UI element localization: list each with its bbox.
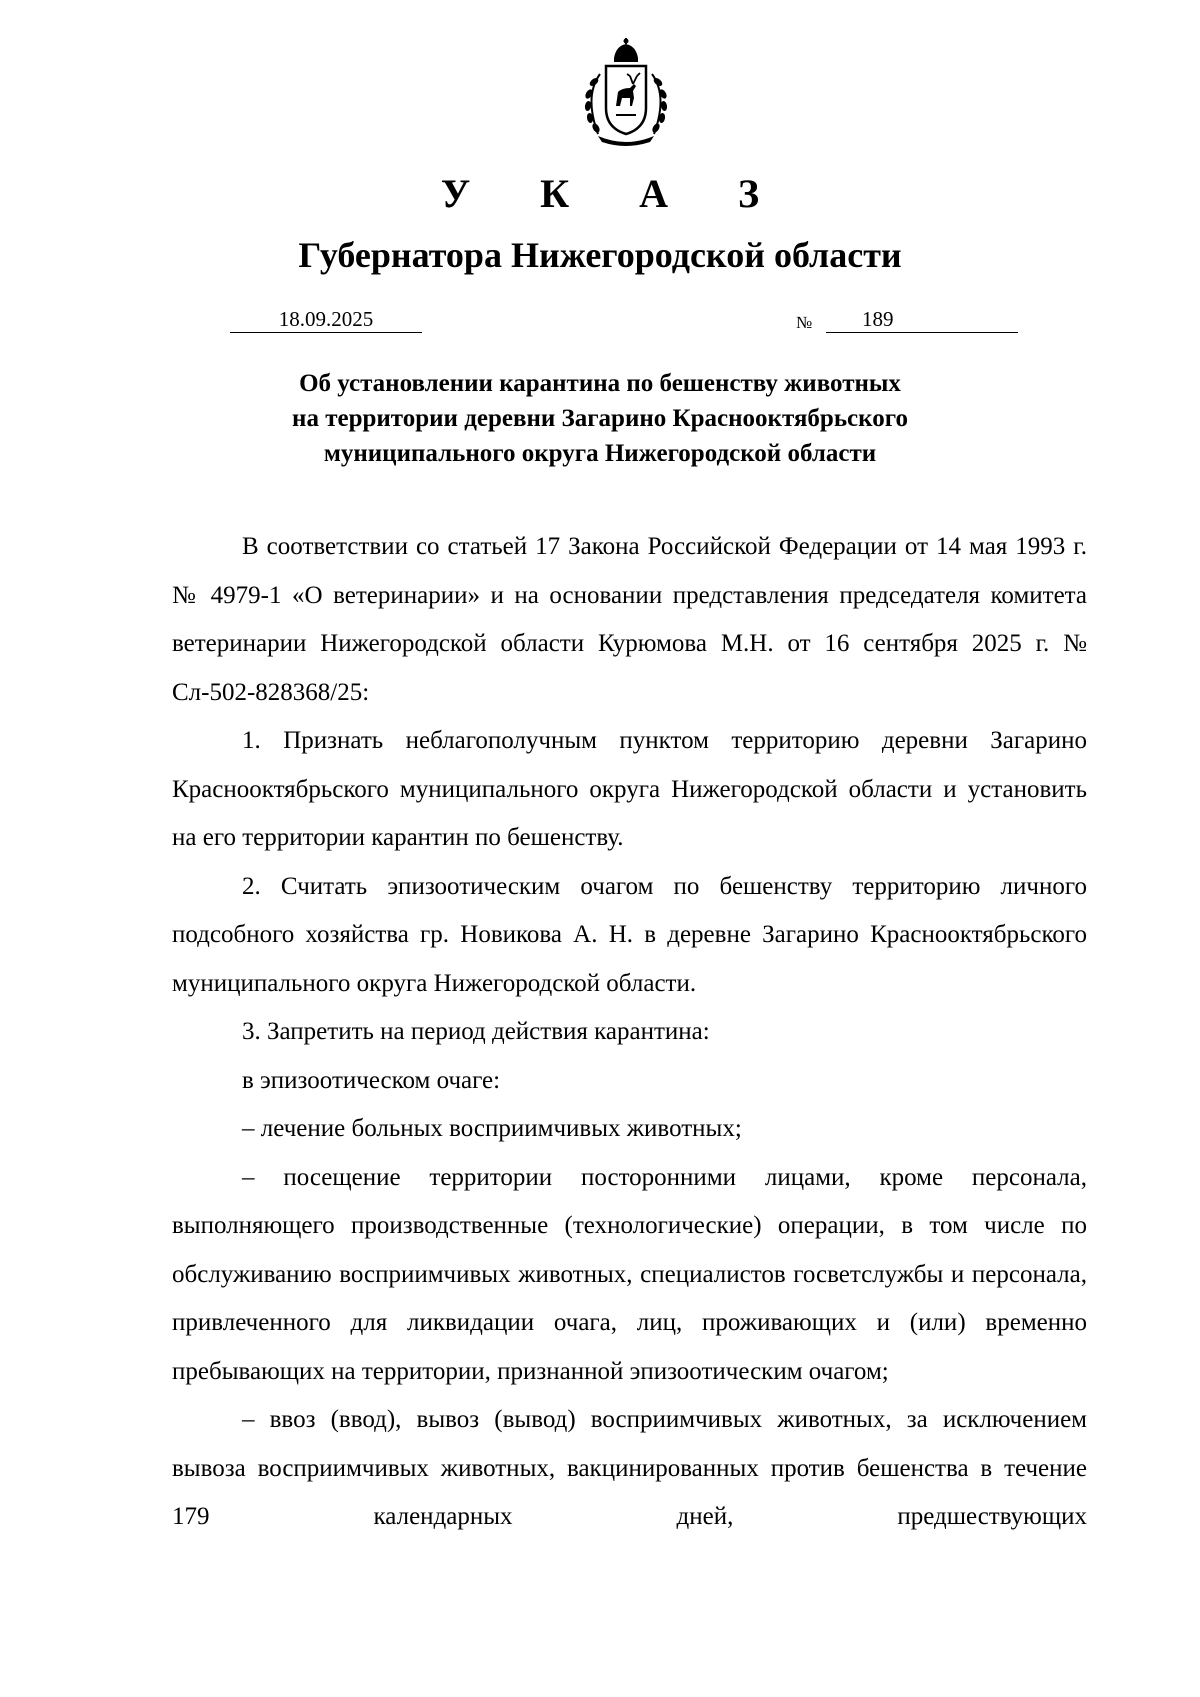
paragraph-dash-item: – лечение больных восприимчивых животных; [242,1115,742,1142]
paragraph-dash-item: – посещение территории посторонними лицами, кроме персонала, выполняющего производственные (технологические) операции, в том числе по обслуживанию восприимчивых животных, специалистов госветслужбы и персонала, привлеченного для ликвидации очага, лиц, проживающих и (или) временно пребывающих на территории, признанной эпизоотическим очагом; [172,1163,1087,1385]
decree-date: 18.09.2025 [230,306,422,333]
heading-line: на территории деревни Загарино Краснооктябрьского [292,405,908,432]
decree-number-field [826,306,1018,333]
decree-title: У К А З [440,171,790,216]
number-sign: № [796,313,813,332]
coat-of-arms-icon [570,38,682,150]
decree-issuer: Губернатора Нижегородской области [298,235,902,275]
decree-heading [150,366,1050,471]
paragraph-subheading: в эпизоотическом очаге: [242,1066,501,1094]
paragraph-item-3: 3. Запретить на период действия карантина: [242,1018,710,1045]
decree-number: 189 [862,307,894,331]
decree-body [172,523,1087,1542]
heading-line: Об установлении карантина по бешенству животных [299,370,901,397]
paragraph-preamble: В соответствии со статьей 17 Закона Российской Федерации от 14 мая 1993 г. № 4979-1 «О ветеринарии» и на основании представления председателя комитета ветеринарии Нижегородской области Курюмова М.Н. от 16 сентября 2025 г. № Сл-502-828368/25: [172,533,1087,706]
paragraph-item-2: 2. Считать эпизоотическим очагом по бешенству территорию личного подсобного хозяйства гр. Новикова А. Н. в деревне Загарино Краснооктябрьского муниципального округа Нижегородской области. [172,872,1087,997]
paragraph-item-1: 1. Признать неблагополучным пунктом территорию деревни Загарино Краснооктябрьского муниципального округа Нижегородской области и установить на его территории карантин по бешенству. [172,727,1087,851]
paragraph-dash-item: – ввоз (ввод), вывоз (вывод) восприимчивых животных, за исключением вывоза восприимчивых животных, вакцинированных против бешенства в течение 179 календарных дней, предшествующих [172,1406,1087,1530]
heading-line: муниципального округа Нижегородской области [323,440,877,467]
